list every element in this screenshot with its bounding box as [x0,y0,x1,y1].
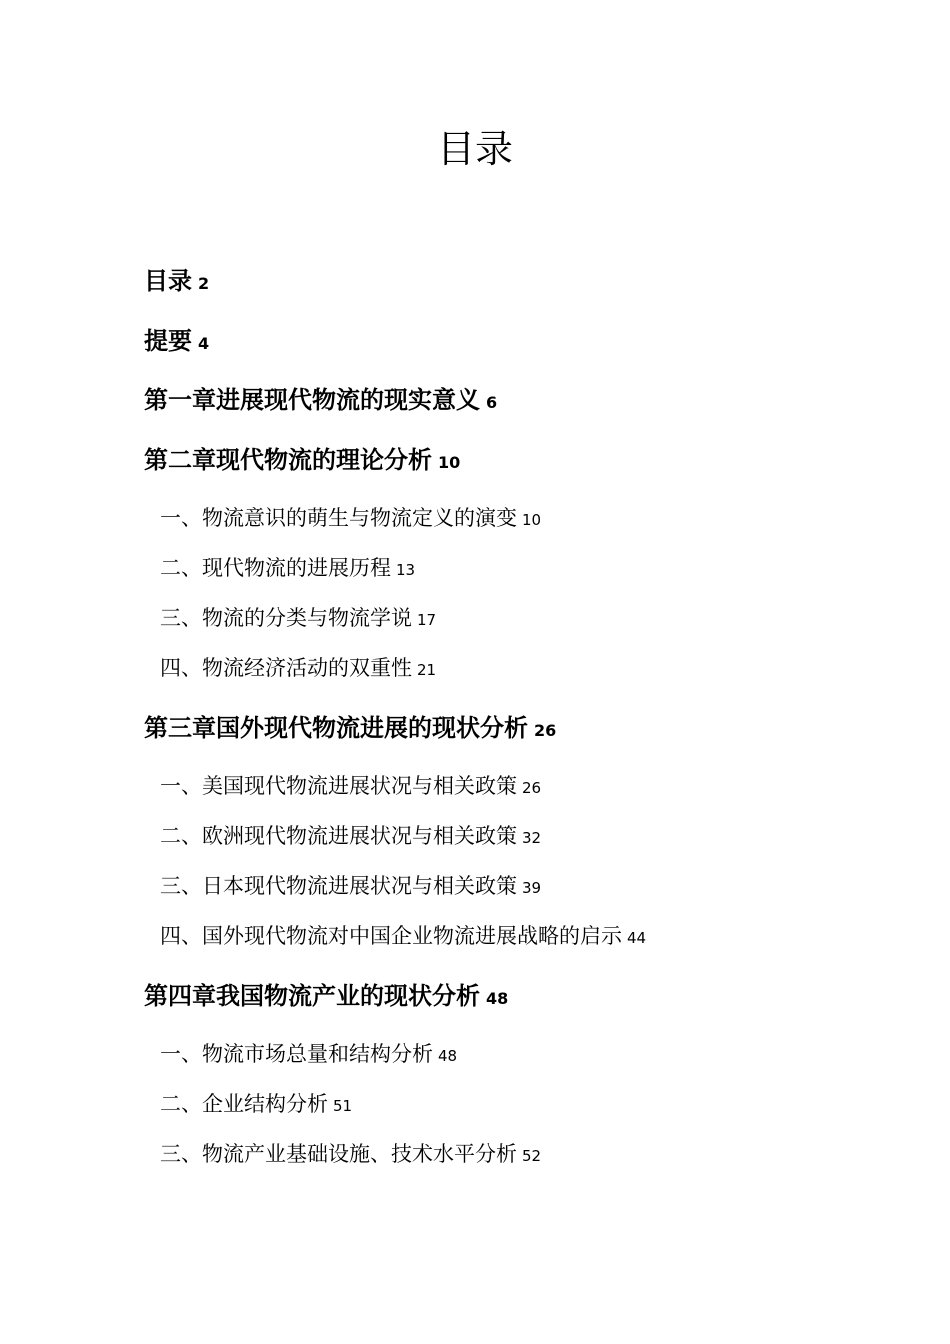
toc-page-number: 4 [198,334,210,353]
toc-page-number: 48 [486,989,509,1008]
toc-page-number: 10 [522,511,542,529]
toc-entry[interactable] [144,326,209,359]
toc-entry[interactable] [160,1090,352,1120]
toc-entry-text: 一、物流市场总量和结构分析 [160,1042,433,1066]
toc-entry-text: 目录 [144,267,192,295]
toc-entry-text: 一、美国现代物流进展状况与相关政策 [160,774,517,798]
toc-entry-text: 提要 [144,327,192,355]
toc-entry[interactable] [144,713,556,746]
toc-page-number: 21 [417,661,437,679]
toc-entry-text: 三、日本现代物流进展状况与相关政策 [160,874,517,898]
toc-entry-text: 第二章现代物流的理论分析 [144,446,432,474]
toc-entry-text: 三、物流产业基础设施、技术水平分析 [160,1142,517,1166]
toc-entry[interactable] [144,385,497,418]
toc-entry[interactable] [160,654,436,684]
toc-entry[interactable] [160,604,436,634]
toc-entry-text: 二、欧洲现代物流进展状况与相关政策 [160,824,517,848]
toc-entry-text: 三、物流的分类与物流学说 [160,606,412,630]
toc-entry[interactable] [144,981,508,1014]
toc-page-number: 39 [522,879,542,897]
page-title: 目录 [436,127,513,171]
toc-entry[interactable] [160,922,646,952]
toc-entry-text: 二、企业结构分析 [160,1092,328,1116]
toc-page-number: 17 [417,611,437,629]
toc-page-number: 26 [534,721,557,740]
toc-entry[interactable] [160,822,541,852]
toc-entry-text: 第三章国外现代物流进展的现状分析 [144,714,528,742]
toc-page-number: 48 [438,1047,458,1065]
toc-entry[interactable] [160,554,415,584]
toc-entry[interactable] [160,1040,457,1070]
toc-entry-text: 第一章进展现代物流的现实意义 [144,386,480,414]
toc-entry-text: 一、物流意识的萌生与物流定义的演变 [160,506,517,530]
toc-page-number: 51 [333,1097,353,1115]
toc-entry[interactable] [160,504,541,534]
toc-page-number: 26 [522,779,542,797]
toc-entry-text: 四、物流经济活动的双重性 [160,656,412,680]
toc-page-number: 52 [522,1147,542,1165]
toc-page-number: 10 [438,453,461,472]
toc-page-number: 32 [522,829,542,847]
toc-entry[interactable] [160,872,541,902]
toc-entry-text: 第四章我国物流产业的现状分析 [144,982,480,1010]
toc-entry[interactable] [144,266,209,299]
toc-page-number: 44 [627,929,647,947]
toc-entry-text: 二、现代物流的进展历程 [160,556,391,580]
toc-page-number: 2 [198,274,210,293]
toc-entry[interactable] [160,772,541,802]
toc-entry[interactable] [160,1140,541,1170]
toc-entry-text: 四、国外现代物流对中国企业物流进展战略的启示 [160,924,622,948]
toc-page-number: 6 [486,393,498,412]
toc-entry[interactable] [144,445,460,478]
toc-page-number: 13 [396,561,416,579]
